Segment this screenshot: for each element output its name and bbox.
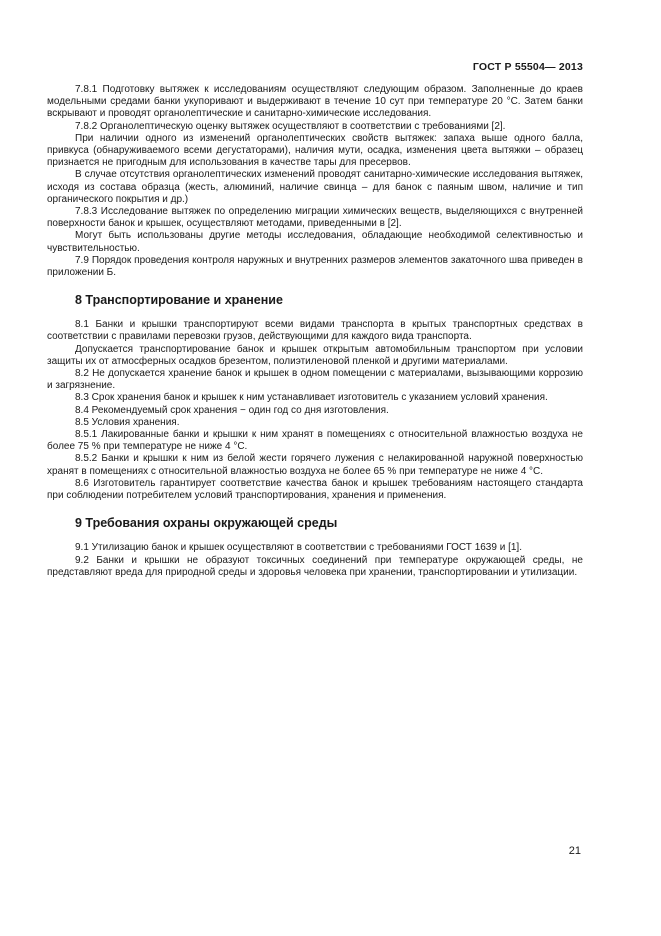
paragraph-7-9: 7.9 Порядок проведения контроля наружных и внутренних размеров элементов закаточного шва приведен в приложении Б.	[47, 254, 583, 279]
paragraph-8-5: 8.5 Условия хранения.	[75, 416, 180, 428]
paragraph-9-2: 9.2 Банки и крышки не образуют токсичных соединений при температуре окружающей среды, не представляют вреда для природной среды и здоровья человека при хранении, транспортировании и утилизации.	[47, 554, 583, 578]
paragraph-other-methods: Могут быть использованы другие методы исследования, обладающие необходимой селективностью и чувствительностью.	[47, 230, 583, 254]
paragraph-7-8-1: 7.8.1 Подготовку вытяжек к исследованиям осуществляют следующим образом. Заполненные до краев модельными средами банки укупоривают и выдерживают в течение 10 сут при температуре 20 °С. Затем банки вскрывают и проводят органолептические и санитарно-химические исследования.	[47, 84, 583, 120]
paragraph-9-1: 9.1 Утилизацию банок и крышек осуществляют в соответствии с требованиями ГОСТ 1639 и [1].	[75, 542, 522, 554]
paragraph-8-3: 8.3 Срок хранения банок и крышек к ним устанавливает изготовитель с указанием условий хранения.	[75, 392, 548, 404]
paragraph-8-2: 8.2 Не допускается хранение банок и крышек в одном помещении с материалами, вызывающими коррозию и загрязнение.	[47, 368, 583, 392]
paragraph-8-1-open-transport: Допускается транспортирование банок и крышек открытым автомобильным транспортом при условии защиты их от атмосферных осадков брезентом, полиэтиленовой пленкой и другими материалами.	[47, 343, 583, 367]
paragraph-8-5-1: 8.5.1 Лакированные банки и крышки к ним хранят в помещениях с относительной влажностью воздуха не более 75 % при температуре не ниже 4 °С.	[47, 429, 583, 453]
paragraph-8-6: 8.6 Изготовитель гарантирует соответствие качества банок и крышек требованиям настоящего стандарта при соблюдении потребителем условий транспортирования, хранения и применения.	[47, 477, 583, 502]
paragraph-organoleptic-changes: При наличии одного из изменений органолептических свойств вытяжек: запаха выше одного балла, привкуса (обнаруживаемого всеми дегустаторами), наличия мути, осадка, изменения цвета вытяжки – образец признается не пригодным для использования в качестве тары для пресервов.	[47, 132, 583, 169]
paragraph-7-8-2: 7.8.2 Органолептическую оценку вытяжек осуществляют в соответствии с требованиями [2].	[75, 120, 506, 132]
paragraph-7-8-3: 7.8.3 Исследование вытяжек по определению миграции химических веществ, выделяющихся с внутренней поверхности банок и крышек, осуществляют методами, приведенными в [2].	[47, 206, 583, 230]
paragraph-8-1: 8.1 Банки и крышки транспортируют всеми видами транспорта в крытых транспортных средствах в соответствии с правилами перевозки грузов, действующими для каждого вида транспорта.	[47, 319, 583, 343]
paragraph-no-changes: В случае отсутствия органолептических изменений проводят санитарно-химические исследования вытяжек, исходя из состава образца (жесть, алюминий, наличие свинца – для банок с паяным швом, наличие и тип органического покрытия и др.)	[47, 169, 583, 205]
section-8-heading: 8 Транспортирование и хранение	[75, 293, 283, 308]
paragraph-8-5-2: 8.5.2 Банки и крышки к ним из белой жести горячего лужения с нелакированной наружной поверхностью хранят в помещениях с относительной влажностью воздуха не более 65 % при температуре не ниже 4 °С.	[47, 453, 583, 477]
section-9-heading: 9 Требования охраны окружающей среды	[75, 516, 338, 531]
page-number: 21	[568, 845, 581, 857]
paragraph-8-4: 8.4 Рекомендуемый срок хранения − один год со дня изготовления.	[75, 404, 389, 416]
document-body	[47, 84, 583, 579]
document-header-standard: ГОСТ Р 55504— 2013	[472, 61, 583, 73]
